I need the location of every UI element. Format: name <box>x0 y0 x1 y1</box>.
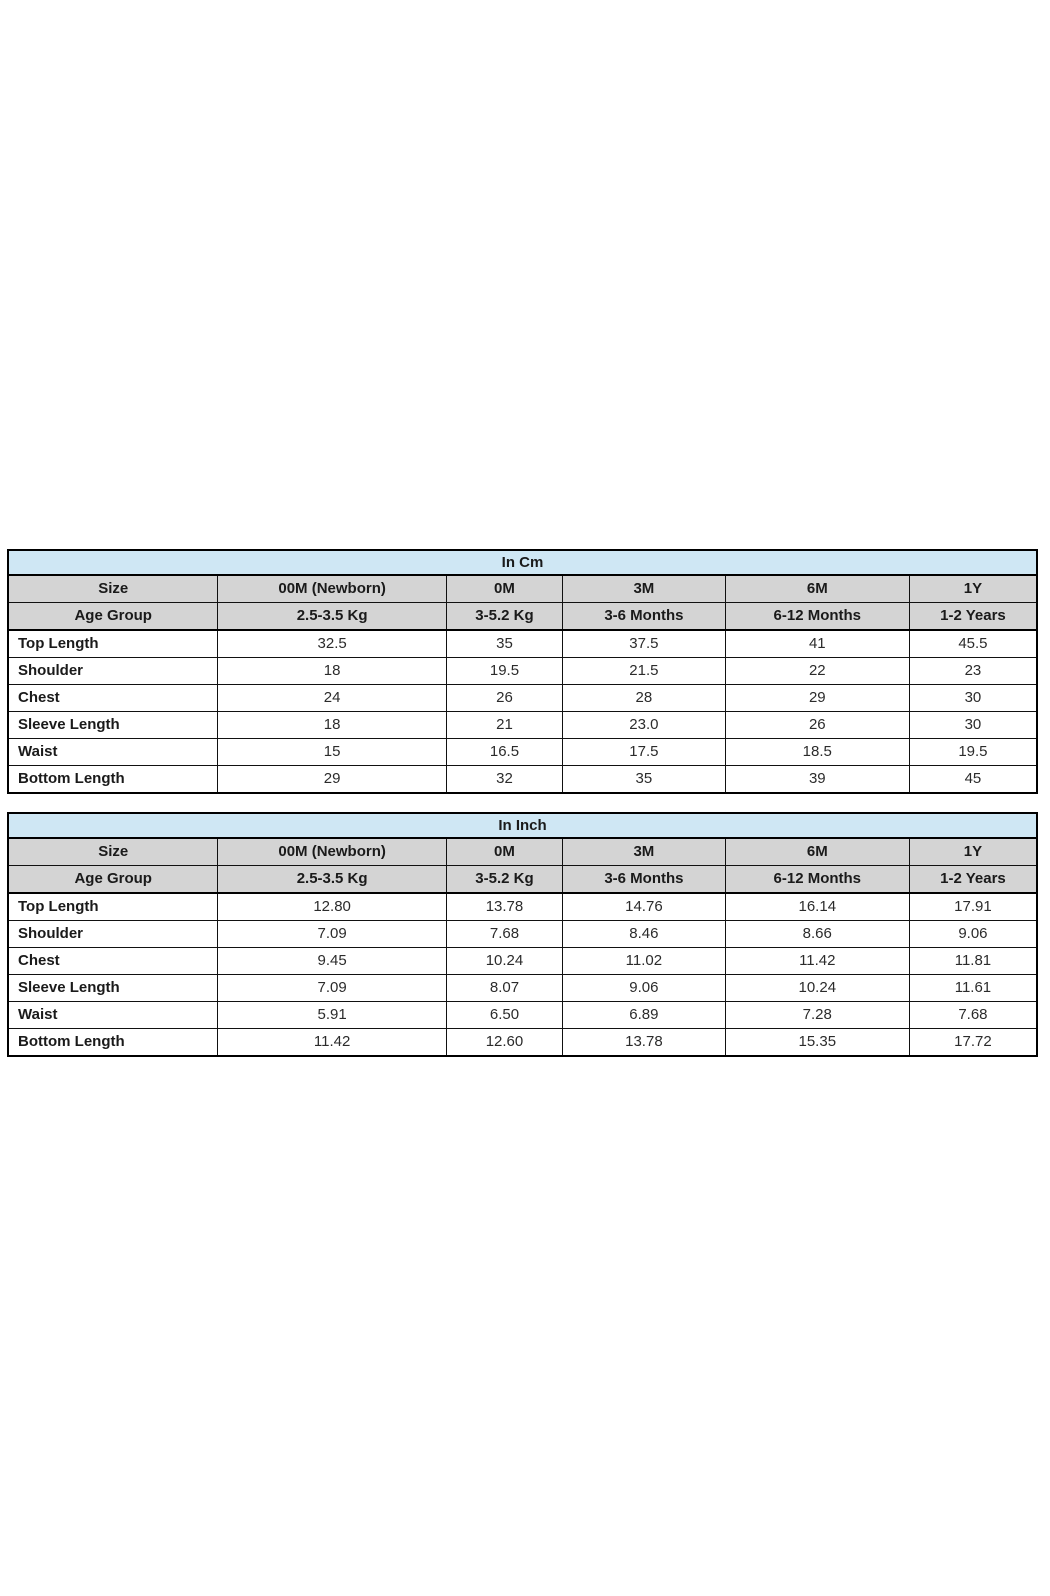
header-row <box>8 603 1037 631</box>
value-cell: 32 <box>446 766 562 794</box>
title-row <box>8 550 1037 575</box>
table-row <box>8 1029 1037 1057</box>
row-label: Shoulder <box>8 921 218 948</box>
header-cell: 3-5.2 Kg <box>446 866 562 894</box>
header-cell: 1-2 Years <box>909 866 1037 894</box>
header-row <box>8 838 1037 866</box>
value-cell: 35 <box>446 630 562 658</box>
size-table <box>7 812 1038 1057</box>
value-cell: 23.0 <box>563 712 726 739</box>
value-cell: 8.46 <box>563 921 726 948</box>
table-row <box>8 712 1037 739</box>
header-cell: 3-5.2 Kg <box>446 603 562 631</box>
value-cell: 13.78 <box>563 1029 726 1057</box>
row-label: Shoulder <box>8 658 218 685</box>
header-cell: 1-2 Years <box>909 603 1037 631</box>
value-cell: 11.81 <box>909 948 1037 975</box>
header-row-label: Age Group <box>8 866 218 894</box>
header-cell: 00M (Newborn) <box>218 575 446 603</box>
value-cell: 17.5 <box>563 739 726 766</box>
value-cell: 7.68 <box>446 921 562 948</box>
header-row <box>8 866 1037 894</box>
value-cell: 18.5 <box>725 739 909 766</box>
value-cell: 30 <box>909 685 1037 712</box>
table-row <box>8 975 1037 1002</box>
row-label: Chest <box>8 685 218 712</box>
value-cell: 7.09 <box>218 921 446 948</box>
table-title: In Inch <box>8 813 1037 838</box>
header-cell: 1Y <box>909 838 1037 866</box>
value-cell: 41 <box>725 630 909 658</box>
value-cell: 29 <box>218 766 446 794</box>
table-row <box>8 685 1037 712</box>
size-chart-table-inch <box>7 812 1038 1057</box>
header-cell: 6-12 Months <box>725 603 909 631</box>
value-cell: 37.5 <box>563 630 726 658</box>
table-row <box>8 893 1037 921</box>
header-cell: 0M <box>446 838 562 866</box>
size-table <box>7 549 1038 794</box>
value-cell: 9.06 <box>909 921 1037 948</box>
value-cell: 11.42 <box>218 1029 446 1057</box>
header-cell: 1Y <box>909 575 1037 603</box>
row-label: Bottom Length <box>8 766 218 794</box>
title-row <box>8 813 1037 838</box>
header-cell: 3M <box>563 575 726 603</box>
header-cell: 6M <box>725 838 909 866</box>
table-row <box>8 948 1037 975</box>
value-cell: 35 <box>563 766 726 794</box>
value-cell: 9.45 <box>218 948 446 975</box>
value-cell: 8.07 <box>446 975 562 1002</box>
value-cell: 6.89 <box>563 1002 726 1029</box>
value-cell: 12.80 <box>218 893 446 921</box>
value-cell: 11.61 <box>909 975 1037 1002</box>
value-cell: 21.5 <box>563 658 726 685</box>
value-cell: 21 <box>446 712 562 739</box>
value-cell: 15 <box>218 739 446 766</box>
header-cell: 3M <box>563 838 726 866</box>
value-cell: 39 <box>725 766 909 794</box>
row-label: Sleeve Length <box>8 712 218 739</box>
table-row <box>8 921 1037 948</box>
row-label: Bottom Length <box>8 1029 218 1057</box>
value-cell: 10.24 <box>446 948 562 975</box>
header-row-label: Size <box>8 575 218 603</box>
header-cell: 6-12 Months <box>725 866 909 894</box>
table-row <box>8 658 1037 685</box>
size-chart-table-cm <box>7 549 1038 794</box>
header-cell: 2.5-3.5 Kg <box>218 866 446 894</box>
row-label: Sleeve Length <box>8 975 218 1002</box>
value-cell: 22 <box>725 658 909 685</box>
table-title: In Cm <box>8 550 1037 575</box>
table-row <box>8 630 1037 658</box>
value-cell: 17.72 <box>909 1029 1037 1057</box>
value-cell: 13.78 <box>446 893 562 921</box>
value-cell: 9.06 <box>563 975 726 1002</box>
header-cell: 3-6 Months <box>563 603 726 631</box>
table-row <box>8 766 1037 794</box>
value-cell: 28 <box>563 685 726 712</box>
header-row-label: Size <box>8 838 218 866</box>
value-cell: 45.5 <box>909 630 1037 658</box>
value-cell: 16.5 <box>446 739 562 766</box>
value-cell: 11.42 <box>725 948 909 975</box>
value-cell: 6.50 <box>446 1002 562 1029</box>
value-cell: 11.02 <box>563 948 726 975</box>
value-cell: 45 <box>909 766 1037 794</box>
value-cell: 14.76 <box>563 893 726 921</box>
value-cell: 32.5 <box>218 630 446 658</box>
row-label: Waist <box>8 739 218 766</box>
header-cell: 6M <box>725 575 909 603</box>
table-row <box>8 1002 1037 1029</box>
row-label: Chest <box>8 948 218 975</box>
header-cell: 2.5-3.5 Kg <box>218 603 446 631</box>
value-cell: 30 <box>909 712 1037 739</box>
header-row-label: Age Group <box>8 603 218 631</box>
header-cell: 00M (Newborn) <box>218 838 446 866</box>
value-cell: 7.28 <box>725 1002 909 1029</box>
value-cell: 7.68 <box>909 1002 1037 1029</box>
value-cell: 24 <box>218 685 446 712</box>
value-cell: 18 <box>218 658 446 685</box>
value-cell: 8.66 <box>725 921 909 948</box>
value-cell: 16.14 <box>725 893 909 921</box>
value-cell: 15.35 <box>725 1029 909 1057</box>
value-cell: 18 <box>218 712 446 739</box>
value-cell: 26 <box>446 685 562 712</box>
header-row <box>8 575 1037 603</box>
value-cell: 29 <box>725 685 909 712</box>
value-cell: 26 <box>725 712 909 739</box>
row-label: Top Length <box>8 630 218 658</box>
table-row <box>8 739 1037 766</box>
value-cell: 7.09 <box>218 975 446 1002</box>
value-cell: 12.60 <box>446 1029 562 1057</box>
value-cell: 23 <box>909 658 1037 685</box>
row-label: Top Length <box>8 893 218 921</box>
header-cell: 0M <box>446 575 562 603</box>
value-cell: 10.24 <box>725 975 909 1002</box>
value-cell: 19.5 <box>909 739 1037 766</box>
value-cell: 5.91 <box>218 1002 446 1029</box>
row-label: Waist <box>8 1002 218 1029</box>
header-cell: 3-6 Months <box>563 866 726 894</box>
value-cell: 17.91 <box>909 893 1037 921</box>
value-cell: 19.5 <box>446 658 562 685</box>
